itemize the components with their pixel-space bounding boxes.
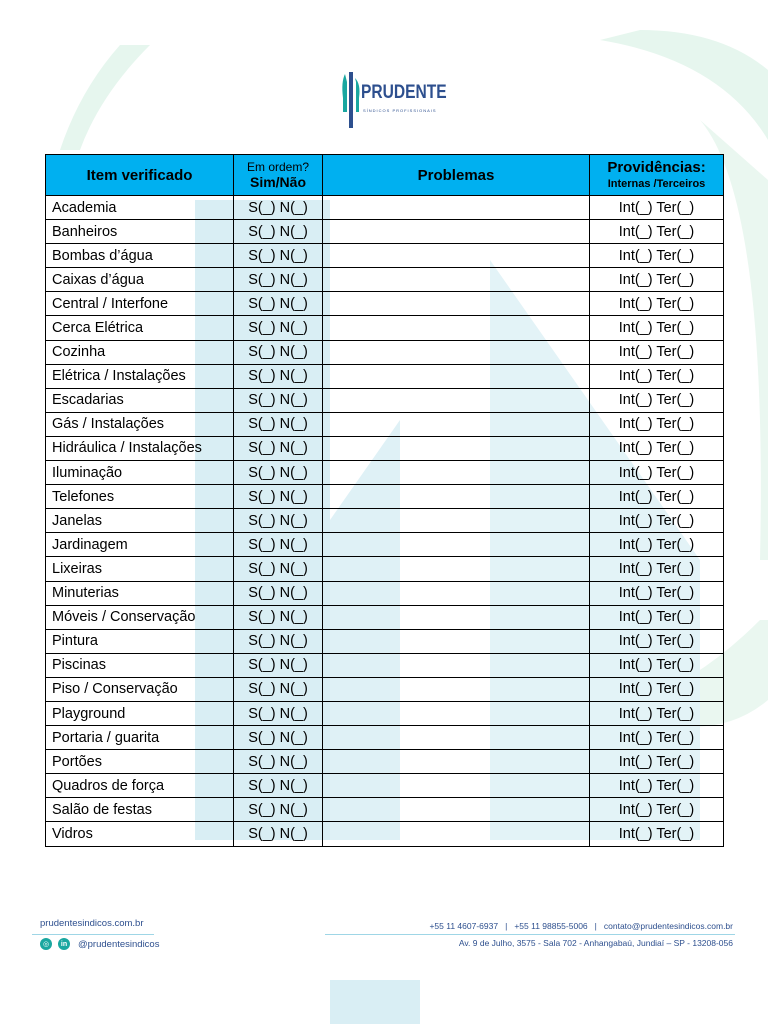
- item-cell: Academia: [46, 196, 234, 220]
- table-row: [46, 605, 724, 629]
- table-row: [46, 196, 724, 220]
- item-cell: Banheiros: [46, 220, 234, 244]
- problemas-cell[interactable]: [323, 701, 590, 725]
- item-cell: Janelas: [46, 509, 234, 533]
- instagram-icon[interactable]: ◎: [40, 938, 52, 950]
- item-cell: Telefones: [46, 485, 234, 509]
- footer-divider-left: [32, 934, 154, 935]
- problemas-cell[interactable]: [323, 605, 590, 629]
- table-row: [46, 340, 724, 364]
- providencias-checkbox-cell[interactable]: Int(_) Ter(_): [590, 629, 724, 653]
- item-cell: Portões: [46, 750, 234, 774]
- header-em-ordem: [234, 155, 323, 196]
- header-item-verificado: Item verificado: [46, 155, 234, 196]
- problemas-cell[interactable]: [323, 509, 590, 533]
- table-row: [46, 364, 724, 388]
- item-cell: Hidráulica / Instalações: [46, 436, 234, 460]
- footer-website-link[interactable]: prudentesindicos.com.br: [40, 918, 144, 929]
- table-row: [46, 581, 724, 605]
- item-cell: Iluminação: [46, 461, 234, 485]
- em-ordem-checkbox-cell[interactable]: S(_) N(_): [234, 196, 323, 220]
- item-cell: Vidros: [46, 822, 234, 846]
- table-header-row: [46, 155, 724, 196]
- em-ordem-checkbox-cell[interactable]: S(_) N(_): [234, 436, 323, 460]
- footer-separator: |: [594, 921, 597, 931]
- item-cell: Lixeiras: [46, 557, 234, 581]
- em-ordem-checkbox-cell[interactable]: S(_) N(_): [234, 364, 323, 388]
- providencias-checkbox-cell[interactable]: Int(_) Ter(_): [590, 412, 724, 436]
- header-internas-terceiros: Internas /Terceiros: [607, 178, 706, 190]
- item-cell: Elétrica / Instalações: [46, 364, 234, 388]
- providencias-checkbox-cell[interactable]: Int(_) Ter(_): [590, 340, 724, 364]
- table-row: [46, 220, 724, 244]
- table-row: [46, 244, 724, 268]
- problemas-cell[interactable]: [323, 653, 590, 677]
- item-cell: Salão de festas: [46, 798, 234, 822]
- providencias-checkbox-cell[interactable]: Int(_) Ter(_): [590, 436, 724, 460]
- footer-divider-right: [325, 934, 735, 935]
- problemas-cell[interactable]: [323, 292, 590, 316]
- item-cell: Cozinha: [46, 340, 234, 364]
- table-row: [46, 268, 724, 292]
- providencias-checkbox-cell[interactable]: Int(_) Ter(_): [590, 292, 724, 316]
- table-row: [46, 388, 724, 412]
- table-row: [46, 485, 724, 509]
- item-cell: Cerca Elétrica: [46, 316, 234, 340]
- item-cell: Minuterias: [46, 581, 234, 605]
- table-row: [46, 701, 724, 725]
- providencias-checkbox-cell[interactable]: Int(_) Ter(_): [590, 653, 724, 677]
- header-providencias: [590, 155, 724, 196]
- providencias-checkbox-cell[interactable]: Int(_) Ter(_): [590, 557, 724, 581]
- providencias-checkbox-cell[interactable]: Int(_) Ter(_): [590, 364, 724, 388]
- em-ordem-checkbox-cell[interactable]: S(_) N(_): [234, 316, 323, 340]
- footer-separator: |: [505, 921, 508, 931]
- footer-phone-1[interactable]: +55 11 4607-6937: [429, 921, 499, 931]
- problemas-cell[interactable]: [323, 364, 590, 388]
- providencias-checkbox-cell[interactable]: Int(_) Ter(_): [590, 509, 724, 533]
- problemas-cell[interactable]: [323, 244, 590, 268]
- em-ordem-checkbox-cell[interactable]: S(_) N(_): [234, 268, 323, 292]
- problemas-cell[interactable]: [323, 485, 590, 509]
- table-row: [46, 750, 724, 774]
- problemas-cell[interactable]: [323, 316, 590, 340]
- table-row: [46, 412, 724, 436]
- problemas-cell[interactable]: [323, 388, 590, 412]
- em-ordem-checkbox-cell[interactable]: S(_) N(_): [234, 677, 323, 701]
- providencias-checkbox-cell[interactable]: Int(_) Ter(_): [590, 268, 724, 292]
- table-row: [46, 677, 724, 701]
- problemas-cell[interactable]: [323, 220, 590, 244]
- footer-social: [40, 938, 159, 950]
- providencias-checkbox-cell[interactable]: Int(_) Ter(_): [590, 605, 724, 629]
- em-ordem-checkbox-cell[interactable]: S(_) N(_): [234, 653, 323, 677]
- item-cell: Quadros de força: [46, 774, 234, 798]
- em-ordem-checkbox-cell[interactable]: S(_) N(_): [234, 244, 323, 268]
- table-row: [46, 461, 724, 485]
- problemas-cell[interactable]: [323, 750, 590, 774]
- footer-social-handle[interactable]: @prudentesindicos: [78, 938, 160, 950]
- item-cell: Bombas d’água: [46, 244, 234, 268]
- header-providencias-title: Providências:: [607, 159, 706, 176]
- providencias-checkbox-cell[interactable]: Int(_) Ter(_): [590, 461, 724, 485]
- prudente-logo: [339, 64, 447, 128]
- em-ordem-checkbox-cell[interactable]: S(_) N(_): [234, 629, 323, 653]
- problemas-cell[interactable]: [323, 629, 590, 653]
- em-ordem-checkbox-cell[interactable]: S(_) N(_): [234, 557, 323, 581]
- page-footer: [0, 912, 768, 972]
- problemas-cell[interactable]: [323, 196, 590, 220]
- providencias-checkbox-cell[interactable]: Int(_) Ter(_): [590, 388, 724, 412]
- item-cell: Gás / Instalações: [46, 412, 234, 436]
- table-row: [46, 726, 724, 750]
- providencias-checkbox-cell[interactable]: Int(_) Ter(_): [590, 244, 724, 268]
- providencias-checkbox-cell[interactable]: Int(_) Ter(_): [590, 774, 724, 798]
- problemas-cell[interactable]: [323, 774, 590, 798]
- linkedin-icon[interactable]: in: [58, 938, 70, 950]
- em-ordem-checkbox-cell[interactable]: S(_) N(_): [234, 581, 323, 605]
- problemas-cell[interactable]: [323, 461, 590, 485]
- logo-tagline: SÍNDICOS PROFISSIONAIS: [363, 108, 437, 113]
- problemas-cell[interactable]: [323, 726, 590, 750]
- table-row: [46, 533, 724, 557]
- problemas-cell[interactable]: [323, 412, 590, 436]
- item-cell: Jardinagem: [46, 533, 234, 557]
- table-row: [46, 292, 724, 316]
- item-cell: Móveis / Conservação: [46, 605, 234, 629]
- problemas-cell[interactable]: [323, 533, 590, 557]
- em-ordem-checkbox-cell[interactable]: S(_) N(_): [234, 533, 323, 557]
- item-cell: Central / Interfone: [46, 292, 234, 316]
- em-ordem-checkbox-cell[interactable]: S(_) N(_): [234, 509, 323, 533]
- header-sim-nao: Sim/Não: [249, 173, 306, 190]
- providencias-checkbox-cell[interactable]: Int(_) Ter(_): [590, 533, 724, 557]
- providencias-checkbox-cell[interactable]: Int(_) Ter(_): [590, 485, 724, 509]
- checklist-table-container: [45, 154, 723, 847]
- logo-mark-icon: [339, 68, 363, 128]
- providencias-checkbox-cell[interactable]: Int(_) Ter(_): [590, 316, 724, 340]
- item-cell: Playground: [46, 701, 234, 725]
- em-ordem-checkbox-cell[interactable]: S(_) N(_): [234, 292, 323, 316]
- em-ordem-checkbox-cell[interactable]: S(_) N(_): [234, 798, 323, 822]
- table-row: [46, 316, 724, 340]
- providencias-checkbox-cell[interactable]: Int(_) Ter(_): [590, 798, 724, 822]
- item-cell: Pintura: [46, 629, 234, 653]
- em-ordem-checkbox-cell[interactable]: S(_) N(_): [234, 412, 323, 436]
- providencias-checkbox-cell[interactable]: Int(_) Ter(_): [590, 726, 724, 750]
- item-cell: Caixas d’água: [46, 268, 234, 292]
- footer-address: Av. 9 de Julho, 3575 - Sala 702 - Anhangabaú, Jundiaí – SP - 13208-056: [458, 938, 733, 948]
- table-row: [46, 629, 724, 653]
- providencias-checkbox-cell[interactable]: Int(_) Ter(_): [590, 822, 724, 846]
- footer-phone-2[interactable]: +55 11 98855-5006: [514, 921, 588, 931]
- providencias-checkbox-cell[interactable]: Int(_) Ter(_): [590, 220, 724, 244]
- em-ordem-checkbox-cell[interactable]: S(_) N(_): [234, 461, 323, 485]
- table-row: [46, 798, 724, 822]
- problemas-cell[interactable]: [323, 677, 590, 701]
- item-cell: Piso / Conservação: [46, 677, 234, 701]
- problemas-cell[interactable]: [323, 557, 590, 581]
- table-row: [46, 774, 724, 798]
- table-row: [46, 822, 724, 846]
- item-cell: Piscinas: [46, 653, 234, 677]
- em-ordem-checkbox-cell[interactable]: S(_) N(_): [234, 701, 323, 725]
- em-ordem-checkbox-cell[interactable]: S(_) N(_): [234, 220, 323, 244]
- em-ordem-checkbox-cell[interactable]: S(_) N(_): [234, 388, 323, 412]
- item-cell: Escadarias: [46, 388, 234, 412]
- problemas-cell[interactable]: [323, 268, 590, 292]
- table-row: [46, 509, 724, 533]
- em-ordem-checkbox-cell[interactable]: S(_) N(_): [234, 750, 323, 774]
- logo-wordmark: PRUDENTE: [361, 82, 447, 103]
- footer-email[interactable]: contato@prudentesindicos.com.br: [603, 921, 733, 931]
- problemas-cell[interactable]: [323, 436, 590, 460]
- problemas-cell[interactable]: [323, 822, 590, 846]
- header-problemas: Problemas: [323, 155, 590, 196]
- providencias-checkbox-cell[interactable]: Int(_) Ter(_): [590, 581, 724, 605]
- em-ordem-checkbox-cell[interactable]: S(_) N(_): [234, 485, 323, 509]
- providencias-checkbox-cell[interactable]: Int(_) Ter(_): [590, 750, 724, 774]
- em-ordem-checkbox-cell[interactable]: S(_) N(_): [234, 774, 323, 798]
- providencias-checkbox-cell[interactable]: Int(_) Ter(_): [590, 677, 724, 701]
- problemas-cell[interactable]: [323, 340, 590, 364]
- providencias-checkbox-cell[interactable]: Int(_) Ter(_): [590, 701, 724, 725]
- header-em-ordem-question: Em ordem?: [246, 159, 310, 174]
- em-ordem-checkbox-cell[interactable]: S(_) N(_): [234, 822, 323, 846]
- em-ordem-checkbox-cell[interactable]: S(_) N(_): [234, 340, 323, 364]
- footer-contact: [429, 921, 733, 931]
- em-ordem-checkbox-cell[interactable]: S(_) N(_): [234, 726, 323, 750]
- em-ordem-checkbox-cell[interactable]: S(_) N(_): [234, 605, 323, 629]
- problemas-cell[interactable]: [323, 581, 590, 605]
- table-row: [46, 653, 724, 677]
- item-cell: Portaria / guarita: [46, 726, 234, 750]
- problemas-cell[interactable]: [323, 798, 590, 822]
- checklist-table: [45, 154, 724, 847]
- table-row: [46, 436, 724, 460]
- providencias-checkbox-cell[interactable]: Int(_) Ter(_): [590, 196, 724, 220]
- table-row: [46, 557, 724, 581]
